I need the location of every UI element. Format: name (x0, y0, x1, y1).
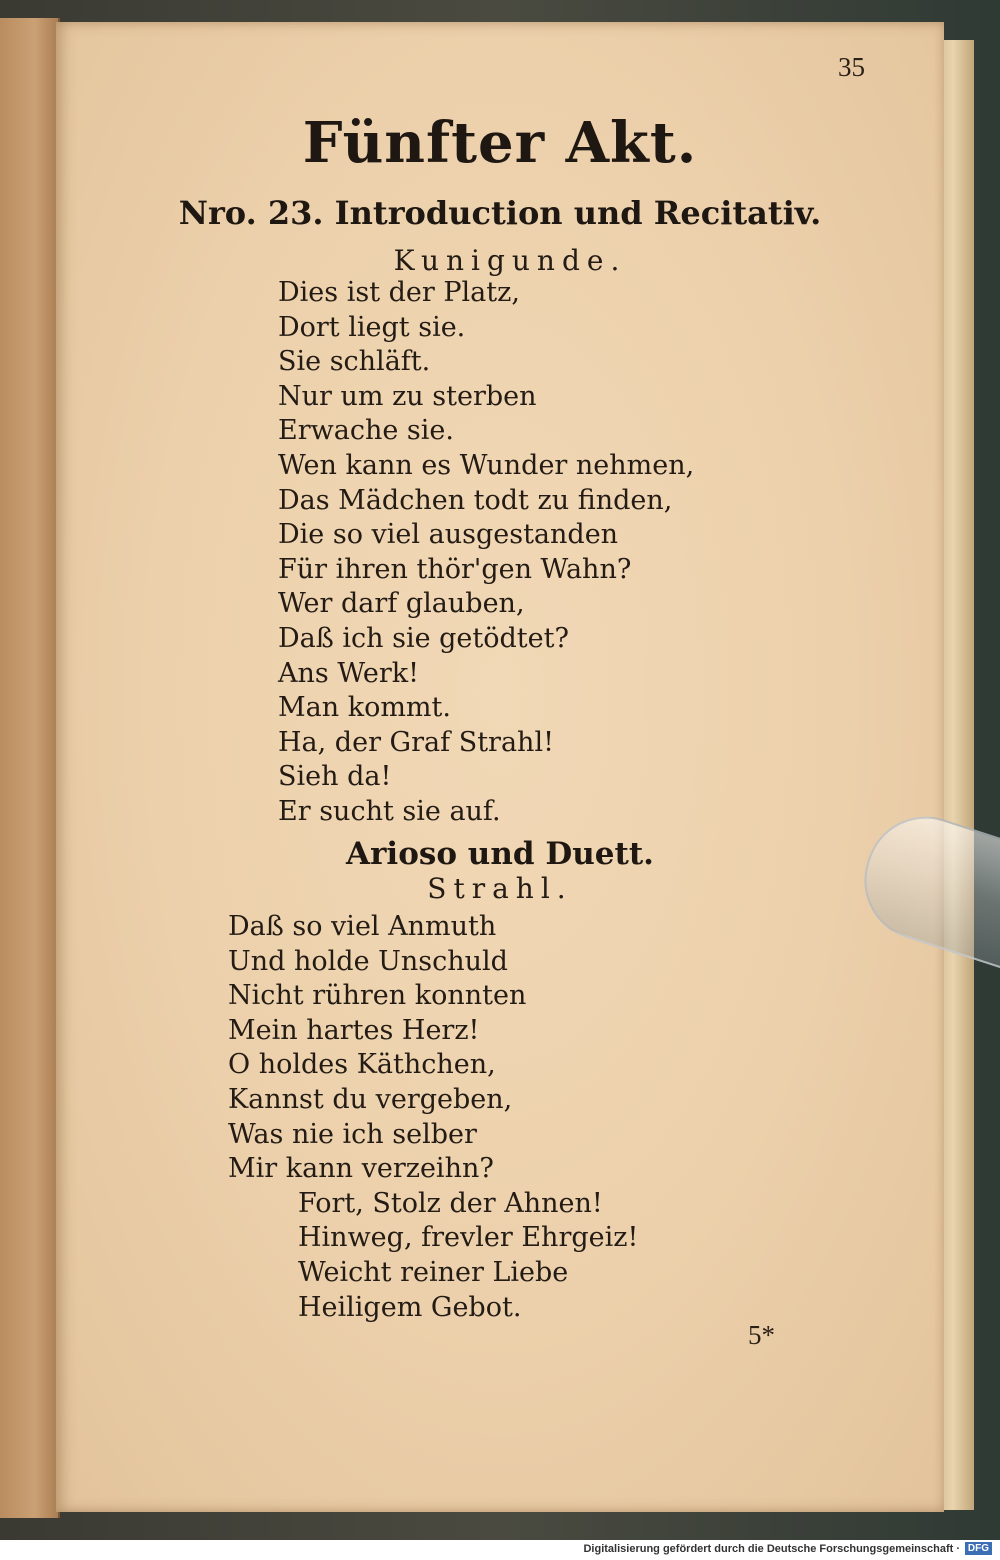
verse-line-indented: Weicht reiner Liebe (298, 1256, 569, 1288)
verse-line: Dies ist der Platz, (278, 277, 520, 308)
verse-block-strahl (228, 910, 638, 1325)
speaker-label: Kunigunde. (393, 244, 627, 277)
verse-line: Sieh da! (278, 761, 392, 793)
verse-line: Kannst du vergeben, (228, 1083, 513, 1115)
section-title (0, 836, 1000, 872)
number-title: Nro. 23. Introduction und Recitativ. (178, 194, 822, 232)
page-number: 35 (838, 52, 865, 82)
verse-line: Ha, der Graf Strahl! (278, 726, 554, 758)
signature-mark: 5* (748, 1320, 775, 1350)
verse-line: Dort liegt sie. (278, 311, 466, 343)
verse-line: Mir kann verzeihn? (228, 1153, 494, 1185)
verse-line: Die so viel ausgestanden (278, 519, 619, 551)
act-title: Fünfter Akt. (302, 110, 698, 176)
verse-line: Wer darf glauben, (278, 588, 525, 620)
verse-line: Nur um zu sterben (278, 380, 537, 412)
verse-line-indented: Fort, Stolz der Ahnen! (298, 1187, 603, 1219)
verse-line: Das Mädchen todt zu finden, (278, 484, 673, 516)
verse-line: Erwache sie. (278, 415, 454, 447)
dfg-logo: DFG (965, 1542, 992, 1555)
footer-credit: Digitalisierung gefördert durch die Deutsche Forschungsgemeinschaft · (583, 1543, 960, 1555)
section-title-text: Arioso und Duett. (346, 836, 654, 872)
verse-line: Nicht rühren konnten (228, 980, 527, 1012)
verse-line: Er sucht sie auf. (278, 795, 501, 827)
verse-line: Was nie ich selber (228, 1118, 477, 1150)
speaker-name-kunigunde (0, 244, 1000, 277)
verse-line: Wen kann es Wunder nehmen, (278, 449, 695, 481)
verse-line: Daß ich sie getödtet? (278, 622, 569, 654)
speaker-name-strahl (0, 872, 1000, 905)
verse-line: Man kommt. (278, 692, 451, 724)
verse-line: Mein hartes Herz! (228, 1014, 480, 1046)
verse-block-kunigunde (278, 276, 694, 830)
verse-line-indented: Heiligem Gebot. (298, 1291, 522, 1323)
verse-line: Sie schläft. (278, 346, 431, 378)
verse-line: Ans Werk! (278, 657, 419, 689)
verse-line: Daß so viel Anmuth (228, 911, 497, 942)
verse-line: Und holde Unschuld (228, 945, 508, 977)
left-page-edge (0, 18, 60, 1518)
speaker-label: Strahl. (427, 872, 573, 905)
verse-line: Für ihren thör'gen Wahn? (278, 553, 632, 585)
verse-line-indented: Hinweg, frevler Ehrgeiz! (298, 1222, 639, 1254)
verse-line: O holdes Käthchen, (228, 1049, 496, 1081)
